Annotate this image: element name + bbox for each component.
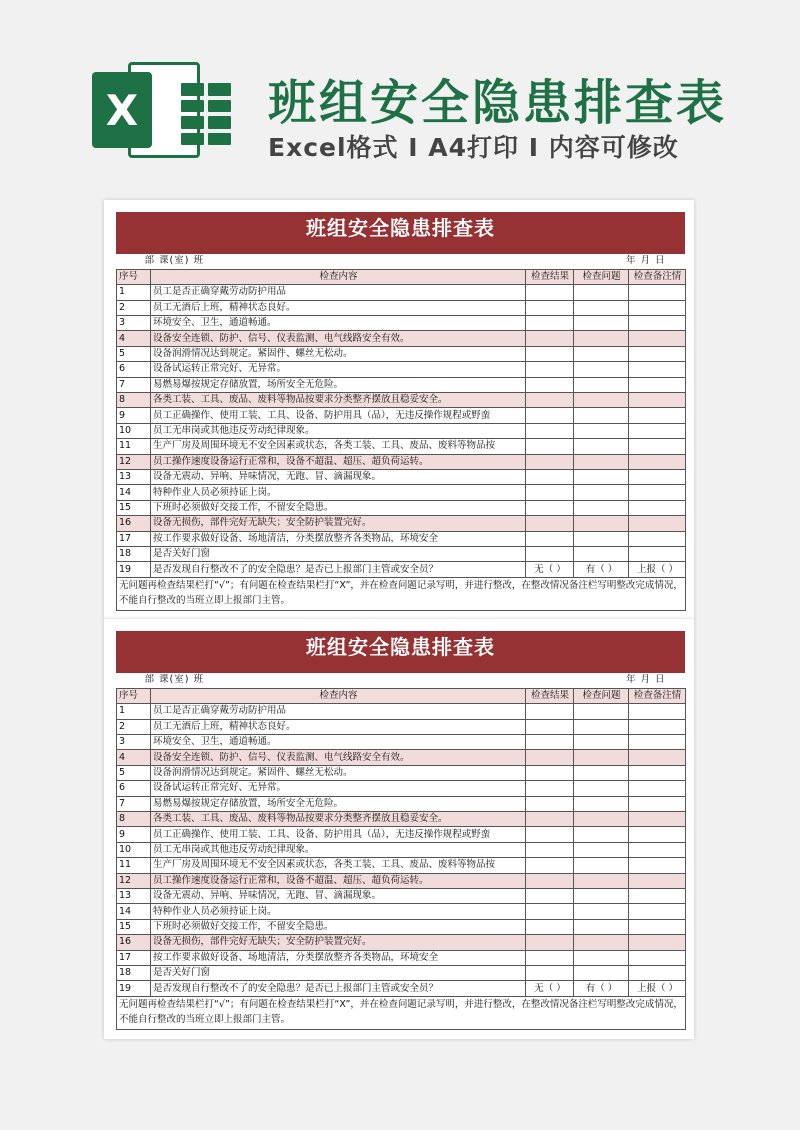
form-meta-row	[117, 673, 686, 688]
item-number: 2	[117, 300, 151, 315]
item-text: 环境安全、卫生，通道畅通。	[151, 316, 526, 331]
problem-cell[interactable]	[574, 316, 629, 331]
column-header: 序号	[117, 269, 151, 284]
table-row	[117, 735, 686, 750]
item-number: 17	[117, 531, 151, 546]
item-number: 1	[117, 704, 151, 719]
item-text: 设备润滑情况达到规定。紧固件、螺丝无松动。	[151, 346, 526, 361]
problem-cell[interactable]	[574, 965, 629, 980]
result-cell[interactable]	[526, 316, 574, 331]
remark-cell[interactable]	[629, 531, 686, 546]
remark-cell[interactable]	[629, 873, 686, 888]
remark-cell[interactable]	[629, 935, 686, 950]
item-text: 设备安全连锁、防护、信号、仪表监测、电气线路安全有效。	[151, 750, 526, 765]
remark-cell[interactable]	[629, 888, 686, 903]
table-row	[117, 393, 686, 408]
problem-cell[interactable]	[574, 904, 629, 919]
item-text: 员工操作速度设备运行正常和，设备不超温、超压、超负荷运转。	[151, 873, 526, 888]
problem-cell[interactable]	[574, 888, 629, 903]
result-cell[interactable]	[526, 423, 574, 438]
remark-cell[interactable]	[629, 393, 686, 408]
result-cell[interactable]	[526, 842, 574, 857]
table-row-last	[117, 981, 686, 996]
problem-cell[interactable]	[574, 935, 629, 950]
result-cell[interactable]	[526, 362, 574, 377]
item-number: 12	[117, 873, 151, 888]
problem-cell[interactable]	[574, 331, 629, 346]
table-row	[117, 750, 686, 765]
item-text: 易燃易爆按规定存储放置，场所安全无危险。	[151, 796, 526, 811]
problem-cell[interactable]	[574, 516, 629, 531]
instruction-note: 无问题再检查结果栏打“√”；有问题在检查结果栏打“X”，并在检查问题记录写明，并进行整改，在整改情况备注栏写明整改完成情况，不能自行整改的当班立即上报部门主管。	[117, 577, 686, 610]
table-row	[117, 408, 686, 423]
problem-cell[interactable]	[574, 408, 629, 423]
table-row	[117, 704, 686, 719]
result-cell[interactable]	[526, 719, 574, 734]
item-number: 5	[117, 346, 151, 361]
item-number: 19	[117, 981, 151, 996]
item-number: 8	[117, 812, 151, 827]
item-number: 18	[117, 546, 151, 561]
item-text: 生产厂房及周围环境无不安全因素或状态，各类工装、工具、废品、废料等物品按	[151, 858, 526, 873]
result-cell[interactable]	[526, 858, 574, 873]
item-number: 2	[117, 719, 151, 734]
problem-cell[interactable]	[574, 919, 629, 934]
department-label: 部 课(室) 班	[117, 254, 526, 269]
item-text: 设备无震动、异响、异味情况，无跑、冒、滴漏现象。	[151, 888, 526, 903]
remark-cell[interactable]	[629, 812, 686, 827]
item-text: 是否关好门窗	[151, 546, 526, 561]
item-text: 按工作要求做好设备、场地清洁，分类摆放整齐各类物品，环境安全	[151, 531, 526, 546]
item-text: 特种作业人员必须持证上岗。	[151, 485, 526, 500]
item-text: 员工是否正确穿戴劳动防护用品	[151, 285, 526, 300]
remark-cell[interactable]	[629, 965, 686, 980]
remark-cell[interactable]	[629, 285, 686, 300]
problem-cell[interactable]	[574, 704, 629, 719]
result-cell[interactable]	[526, 485, 574, 500]
problem-cell[interactable]	[574, 393, 629, 408]
problem-cell[interactable]	[574, 362, 629, 377]
problem-cell[interactable]	[574, 531, 629, 546]
item-text: 环境安全、卫生，通道畅通。	[151, 735, 526, 750]
column-header: 序号	[117, 688, 151, 703]
table-row	[117, 827, 686, 842]
problem-cell[interactable]	[574, 796, 629, 811]
option-yes[interactable]: 有（ ）	[574, 981, 629, 996]
remark-cell[interactable]	[629, 765, 686, 780]
result-cell[interactable]	[526, 285, 574, 300]
item-text: 易燃易爆按规定存储放置，场所安全无危险。	[151, 377, 526, 392]
item-text: 员工无酒后上班，精神状态良好。	[151, 300, 526, 315]
remark-cell[interactable]	[629, 362, 686, 377]
result-cell[interactable]	[526, 735, 574, 750]
inspection-table	[116, 254, 686, 611]
item-text: 员工无串岗或其他违反劳动纪律现象。	[151, 423, 526, 438]
excel-logo-icon	[92, 62, 200, 158]
item-text: 设备试运转正常完好、无异常。	[151, 362, 526, 377]
result-cell[interactable]	[526, 781, 574, 796]
problem-cell[interactable]	[574, 300, 629, 315]
item-number: 19	[117, 562, 151, 577]
excel-letter-badge: X	[92, 72, 152, 148]
form-meta-row	[117, 254, 686, 269]
problem-cell[interactable]	[574, 469, 629, 484]
remark-cell[interactable]	[629, 439, 686, 454]
item-number: 7	[117, 377, 151, 392]
date-label: 年 月 日	[526, 254, 686, 269]
table-row	[117, 796, 686, 811]
item-text: 员工是否正确穿戴劳动防护用品	[151, 704, 526, 719]
item-number: 15	[117, 919, 151, 934]
instruction-note: 无问题再检查结果栏打“√”；有问题在检查结果栏打“X”，并在检查问题记录写明，并进行整改，在整改情况备注栏写明整改完成情况，不能自行整改的当班立即上报部门主管。	[117, 996, 686, 1029]
remark-cell[interactable]	[629, 408, 686, 423]
item-number: 9	[117, 408, 151, 423]
problem-cell[interactable]	[574, 950, 629, 965]
table-row	[117, 812, 686, 827]
option-none[interactable]: 无（ ）	[526, 562, 574, 577]
table-row	[117, 719, 686, 734]
problem-cell[interactable]	[574, 827, 629, 842]
table-row	[117, 546, 686, 561]
result-cell[interactable]	[526, 546, 574, 561]
remark-cell[interactable]	[629, 842, 686, 857]
table-row	[117, 285, 686, 300]
item-text: 各类工装、工具、废品、废料等物品按要求分类整齐摆放且稳妥安全。	[151, 393, 526, 408]
excel-grid-shape	[181, 83, 231, 145]
table-row	[117, 935, 686, 950]
result-cell[interactable]	[526, 439, 574, 454]
item-text: 设备无震动、异响、异味情况，无跑、冒、滴漏现象。	[151, 469, 526, 484]
problem-cell[interactable]	[574, 485, 629, 500]
note-row	[117, 577, 686, 610]
table-row	[117, 919, 686, 934]
page-title: 班组安全隐患排查表	[268, 75, 728, 131]
remark-cell[interactable]	[629, 827, 686, 842]
table-row	[117, 500, 686, 515]
problem-cell[interactable]	[574, 454, 629, 469]
item-text: 按工作要求做好设备、场地清洁，分类摆放整齐各类物品，环境安全	[151, 950, 526, 965]
item-number: 6	[117, 362, 151, 377]
table-header-row	[117, 688, 686, 703]
table-row	[117, 873, 686, 888]
header-banner	[0, 0, 800, 200]
remark-cell[interactable]	[629, 796, 686, 811]
item-text: 设备安全连锁、防护、信号、仪表监测、电气线路安全有效。	[151, 331, 526, 346]
form-sheet-1	[104, 200, 694, 620]
table-row	[117, 842, 686, 857]
result-cell[interactable]	[526, 704, 574, 719]
remark-cell[interactable]	[629, 546, 686, 561]
remark-cell[interactable]	[629, 781, 686, 796]
table-row	[117, 765, 686, 780]
result-cell[interactable]	[526, 393, 574, 408]
option-report[interactable]: 上报（ ）	[629, 981, 686, 996]
item-text: 下班时必须做好交接工作，不留安全隐患。	[151, 500, 526, 515]
remark-cell[interactable]	[629, 516, 686, 531]
problem-cell[interactable]	[574, 346, 629, 361]
item-number: 6	[117, 781, 151, 796]
column-header: 检查问题	[574, 688, 629, 703]
result-cell[interactable]	[526, 454, 574, 469]
item-number: 1	[117, 285, 151, 300]
department-label: 部 课(室) 班	[117, 673, 526, 688]
item-number: 13	[117, 469, 151, 484]
remark-cell[interactable]	[629, 485, 686, 500]
item-number: 14	[117, 485, 151, 500]
result-cell[interactable]	[526, 965, 574, 980]
remark-cell[interactable]	[629, 346, 686, 361]
result-cell[interactable]	[526, 469, 574, 484]
item-number: 4	[117, 331, 151, 346]
table-row	[117, 439, 686, 454]
item-text: 下班时必须做好交接工作，不留安全隐患。	[151, 919, 526, 934]
result-cell[interactable]	[526, 888, 574, 903]
table-row-last	[117, 562, 686, 577]
problem-cell[interactable]	[574, 423, 629, 438]
remark-cell[interactable]	[629, 719, 686, 734]
result-cell[interactable]	[526, 500, 574, 515]
item-number: 17	[117, 950, 151, 965]
table-row	[117, 965, 686, 980]
item-text: 各类工装、工具、废品、废料等物品按要求分类整齐摆放且稳妥安全。	[151, 812, 526, 827]
table-row	[117, 316, 686, 331]
remark-cell[interactable]	[629, 704, 686, 719]
item-text: 设备无损伤，部件完好无缺失；安全防护装置完好。	[151, 935, 526, 950]
result-cell[interactable]	[526, 531, 574, 546]
problem-cell[interactable]	[574, 439, 629, 454]
table-row	[117, 904, 686, 919]
item-text: 特种作业人员必须持证上岗。	[151, 904, 526, 919]
item-number: 9	[117, 827, 151, 842]
table-row	[117, 485, 686, 500]
result-cell[interactable]	[526, 377, 574, 392]
remark-cell[interactable]	[629, 469, 686, 484]
result-cell[interactable]	[526, 300, 574, 315]
item-text: 设备润滑情况达到规定。紧固件、螺丝无松动。	[151, 765, 526, 780]
problem-cell[interactable]	[574, 735, 629, 750]
result-cell[interactable]	[526, 904, 574, 919]
table-row	[117, 516, 686, 531]
option-yes[interactable]: 有（ ）	[574, 562, 629, 577]
problem-cell[interactable]	[574, 781, 629, 796]
item-number: 10	[117, 842, 151, 857]
item-number: 11	[117, 858, 151, 873]
result-cell[interactable]	[526, 346, 574, 361]
item-number: 7	[117, 796, 151, 811]
column-header: 检查备注情	[629, 688, 686, 703]
item-text: 设备试运转正常完好、无异常。	[151, 781, 526, 796]
item-text: 员工无串岗或其他违反劳动纪律现象。	[151, 842, 526, 857]
item-number: 14	[117, 904, 151, 919]
table-row	[117, 531, 686, 546]
inspection-items	[117, 285, 686, 562]
remark-cell[interactable]	[629, 904, 686, 919]
table-row	[117, 331, 686, 346]
column-header: 检查问题	[574, 269, 629, 284]
column-header: 检查内容	[151, 688, 526, 703]
table-row	[117, 346, 686, 361]
inspection-table	[116, 673, 686, 1030]
item-text: 员工正确操作、使用工装、工具、设备、防护用具（品），无违反操作规程或野蛮	[151, 827, 526, 842]
item-number: 4	[117, 750, 151, 765]
item-text: 员工正确操作、使用工装、工具、设备、防护用具（品），无违反操作规程或野蛮	[151, 408, 526, 423]
table-row	[117, 469, 686, 484]
table-header-row	[117, 269, 686, 284]
result-cell[interactable]	[526, 935, 574, 950]
page-subtitle: Excel格式 I A4打印 I 内容可修改	[268, 133, 679, 162]
problem-cell[interactable]	[574, 377, 629, 392]
result-cell[interactable]	[526, 516, 574, 531]
item-number: 18	[117, 965, 151, 980]
table-row	[117, 300, 686, 315]
remark-cell[interactable]	[629, 316, 686, 331]
problem-cell[interactable]	[574, 719, 629, 734]
item-text: 生产厂房及周围环境无不安全因素或状态，各类工装、工具、废品、废料等物品按	[151, 439, 526, 454]
table-row	[117, 377, 686, 392]
item-text: 是否关好门窗	[151, 965, 526, 980]
result-cell[interactable]	[526, 873, 574, 888]
item-number: 12	[117, 454, 151, 469]
remark-cell[interactable]	[629, 331, 686, 346]
item-number: 3	[117, 316, 151, 331]
table-row	[117, 423, 686, 438]
remark-cell[interactable]	[629, 919, 686, 934]
problem-cell[interactable]	[574, 842, 629, 857]
problem-cell[interactable]	[574, 858, 629, 873]
option-report[interactable]: 上报（ ）	[629, 562, 686, 577]
result-cell[interactable]	[526, 827, 574, 842]
column-header: 检查结果	[526, 269, 574, 284]
remark-cell[interactable]	[629, 858, 686, 873]
item-number: 10	[117, 423, 151, 438]
problem-cell[interactable]	[574, 812, 629, 827]
result-cell[interactable]	[526, 408, 574, 423]
column-header: 检查备注情	[629, 269, 686, 284]
result-cell[interactable]	[526, 331, 574, 346]
remark-cell[interactable]	[629, 750, 686, 765]
item-number: 16	[117, 516, 151, 531]
result-cell[interactable]	[526, 750, 574, 765]
item-text: 是否发现自行整改不了的安全隐患？是否已上报部门主管或安全员？	[151, 981, 526, 996]
table-row	[117, 362, 686, 377]
remark-cell[interactable]	[629, 423, 686, 438]
item-number: 8	[117, 393, 151, 408]
result-cell[interactable]	[526, 919, 574, 934]
item-number: 13	[117, 888, 151, 903]
item-number: 3	[117, 735, 151, 750]
problem-cell[interactable]	[574, 765, 629, 780]
item-text: 是否发现自行整改不了的安全隐患？是否已上报部门主管或安全员？	[151, 562, 526, 577]
problem-cell[interactable]	[574, 500, 629, 515]
remark-cell[interactable]	[629, 735, 686, 750]
table-row	[117, 858, 686, 873]
item-number: 11	[117, 439, 151, 454]
form-title: 班组安全隐患排查表	[116, 631, 685, 673]
option-none[interactable]: 无（ ）	[526, 981, 574, 996]
item-number: 5	[117, 765, 151, 780]
problem-cell[interactable]	[574, 285, 629, 300]
result-cell[interactable]	[526, 812, 574, 827]
item-text: 设备无损伤，部件完好无缺失；安全防护装置完好。	[151, 516, 526, 531]
problem-cell[interactable]	[574, 546, 629, 561]
problem-cell[interactable]	[574, 750, 629, 765]
result-cell[interactable]	[526, 796, 574, 811]
remark-cell[interactable]	[629, 500, 686, 515]
table-row	[117, 950, 686, 965]
result-cell[interactable]	[526, 765, 574, 780]
table-row	[117, 454, 686, 469]
remark-cell[interactable]	[629, 454, 686, 469]
remark-cell[interactable]	[629, 300, 686, 315]
result-cell[interactable]	[526, 950, 574, 965]
date-label: 年 月 日	[526, 673, 686, 688]
item-text: 员工无酒后上班，精神状态良好。	[151, 719, 526, 734]
item-number: 15	[117, 500, 151, 515]
remark-cell[interactable]	[629, 377, 686, 392]
remark-cell[interactable]	[629, 950, 686, 965]
table-row	[117, 781, 686, 796]
inspection-items	[117, 704, 686, 981]
item-number: 16	[117, 935, 151, 950]
form-sheet-2	[104, 619, 694, 1039]
form-title: 班组安全隐患排查表	[116, 212, 685, 254]
note-row	[117, 996, 686, 1029]
column-header: 检查内容	[151, 269, 526, 284]
item-text: 员工操作速度设备运行正常和，设备不超温、超压、超负荷运转。	[151, 454, 526, 469]
table-row	[117, 888, 686, 903]
column-header: 检查结果	[526, 688, 574, 703]
problem-cell[interactable]	[574, 873, 629, 888]
